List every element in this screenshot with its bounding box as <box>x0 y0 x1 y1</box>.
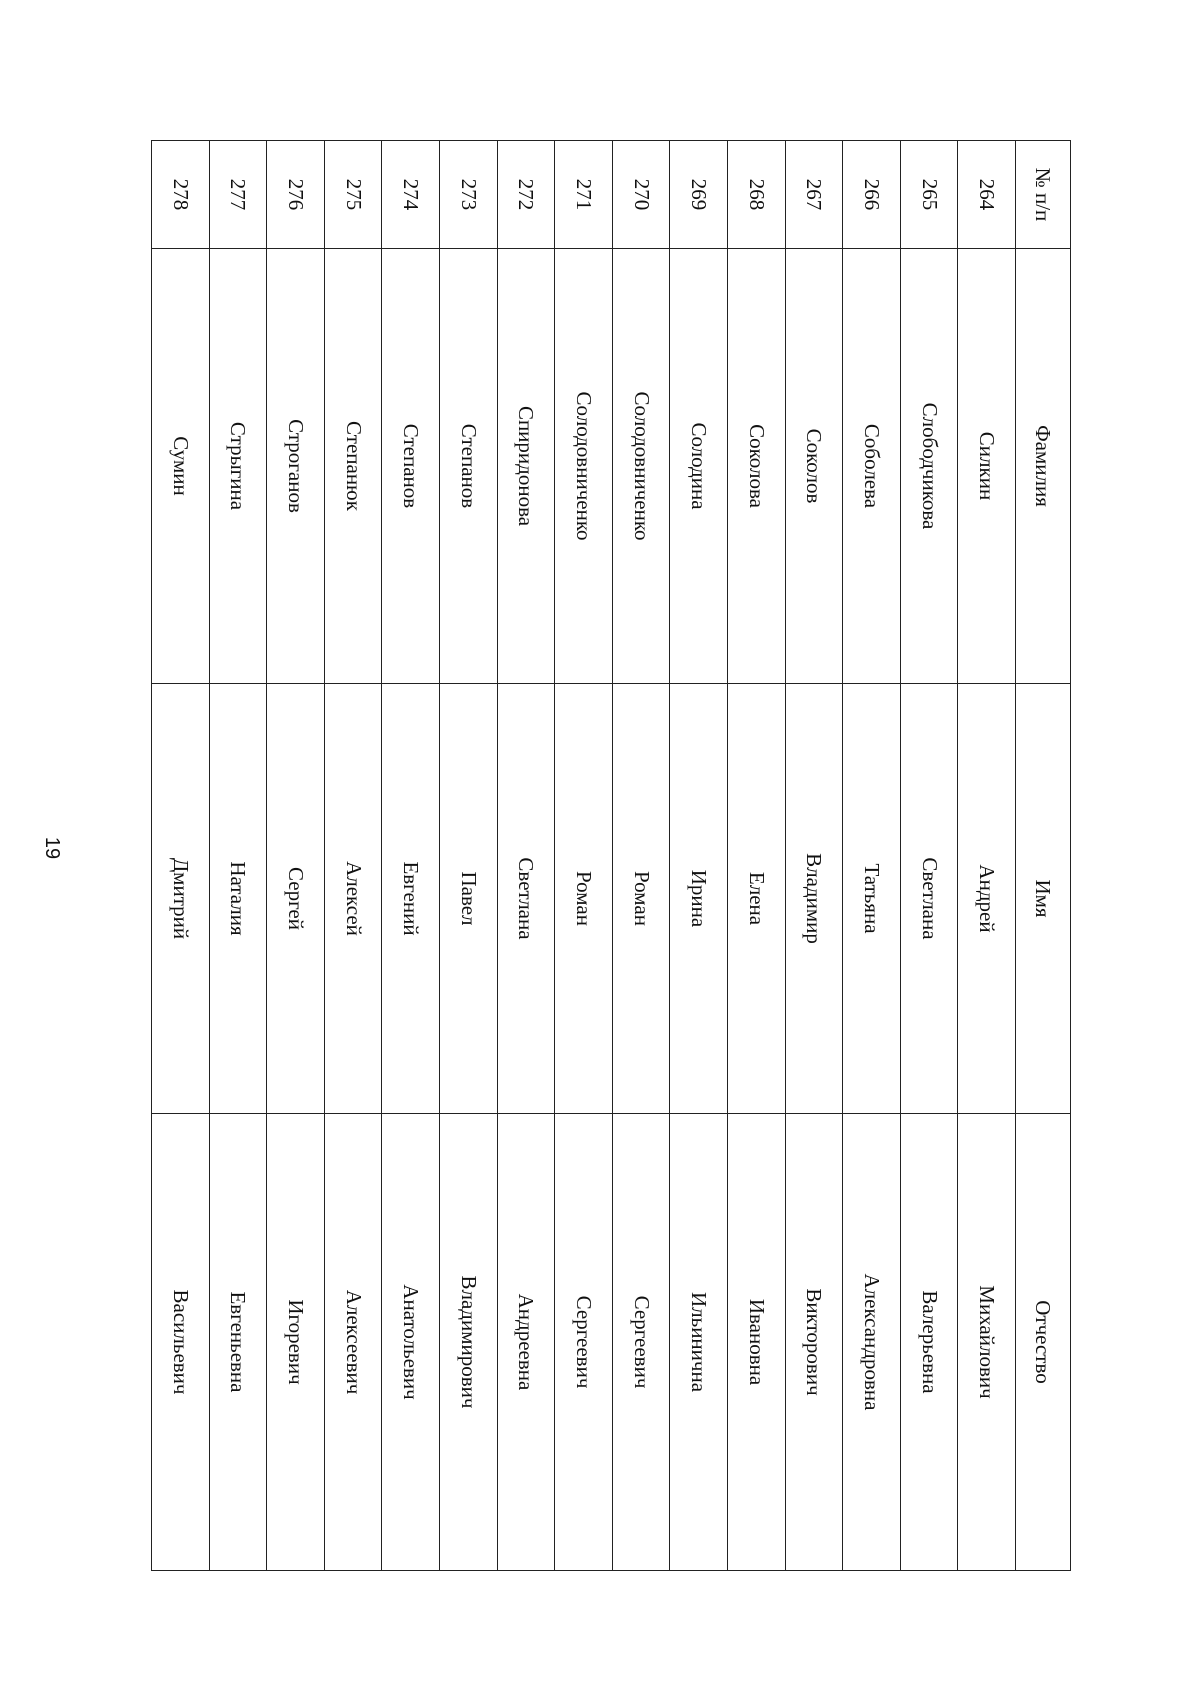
cell-number: 265 <box>900 141 958 249</box>
cell-number: 276 <box>267 141 325 249</box>
cell-patronymic: Ильинична <box>670 1114 728 1571</box>
cell-number: 270 <box>612 141 670 249</box>
cell-patronymic: Александровна <box>843 1114 901 1571</box>
table-row <box>785 141 843 1571</box>
table-row <box>209 141 267 1571</box>
cell-last-name: Сумин <box>152 249 210 684</box>
cell-last-name: Соколов <box>785 249 843 684</box>
cell-first-name: Наталия <box>209 684 267 1114</box>
cell-patronymic: Владимирович <box>440 1114 498 1571</box>
cell-first-name: Владимир <box>785 684 843 1114</box>
cell-last-name: Степанов <box>440 249 498 684</box>
cell-last-name: Соколова <box>728 249 786 684</box>
cell-patronymic: Сергеевич <box>612 1114 670 1571</box>
cell-patronymic: Викторович <box>785 1114 843 1571</box>
cell-number: 274 <box>382 141 440 249</box>
header-patronymic: Отчество <box>1016 1114 1071 1571</box>
table-row <box>382 141 440 1571</box>
table-row <box>728 141 786 1571</box>
cell-number: 277 <box>209 141 267 249</box>
cell-number: 271 <box>555 141 613 249</box>
cell-last-name: Силкин <box>958 249 1016 684</box>
table-header-row <box>1016 141 1071 1571</box>
cell-first-name: Алексей <box>324 684 382 1114</box>
header-first-name: Имя <box>1016 684 1071 1114</box>
cell-patronymic: Андреевна <box>497 1114 555 1571</box>
cell-number: 264 <box>958 141 1016 249</box>
cell-patronymic: Анатольевич <box>382 1114 440 1571</box>
cell-number: 275 <box>324 141 382 249</box>
cell-last-name: Стрыгина <box>209 249 267 684</box>
cell-patronymic: Евгеньевна <box>209 1114 267 1571</box>
cell-last-name: Соболева <box>843 249 901 684</box>
cell-number: 267 <box>785 141 843 249</box>
cell-last-name: Солодина <box>670 249 728 684</box>
cell-first-name: Роман <box>612 684 670 1114</box>
cell-first-name: Сергей <box>267 684 325 1114</box>
table-row <box>324 141 382 1571</box>
cell-first-name: Ирина <box>670 684 728 1114</box>
table-row <box>555 141 613 1571</box>
cell-number: 273 <box>440 141 498 249</box>
cell-patronymic: Васильевич <box>152 1114 210 1571</box>
cell-number: 278 <box>152 141 210 249</box>
cell-last-name: Спиридонова <box>497 249 555 684</box>
cell-last-name: Степанюк <box>324 249 382 684</box>
cell-patronymic: Сергеевич <box>555 1114 613 1571</box>
cell-last-name: Слободчикова <box>900 249 958 684</box>
cell-number: 269 <box>670 141 728 249</box>
cell-patronymic: Валерьевна <box>900 1114 958 1571</box>
cell-last-name: Степанов <box>382 249 440 684</box>
cell-last-name: Солодовниченко <box>612 249 670 684</box>
table-row <box>267 141 325 1571</box>
header-last-name: Фамилия <box>1016 249 1071 684</box>
cell-first-name: Татьяна <box>843 684 901 1114</box>
page-number: 19 <box>41 836 63 860</box>
cell-first-name: Дмитрий <box>152 684 210 1114</box>
header-number: № п/п <box>1016 141 1071 249</box>
cell-first-name: Роман <box>555 684 613 1114</box>
cell-patronymic: Ивановна <box>728 1114 786 1571</box>
table-row <box>958 141 1016 1571</box>
cell-number: 266 <box>843 141 901 249</box>
cell-number: 268 <box>728 141 786 249</box>
table-row <box>843 141 901 1571</box>
table-body <box>152 141 1016 1571</box>
cell-patronymic: Михайлович <box>958 1114 1016 1571</box>
cell-first-name: Светлана <box>497 684 555 1114</box>
table-container <box>151 140 1071 1570</box>
cell-first-name: Павел <box>440 684 498 1114</box>
table-row <box>670 141 728 1571</box>
roster-table <box>151 140 1071 1571</box>
cell-first-name: Светлана <box>900 684 958 1114</box>
cell-last-name: Строганов <box>267 249 325 684</box>
cell-number: 272 <box>497 141 555 249</box>
table-row <box>497 141 555 1571</box>
table-row <box>440 141 498 1571</box>
cell-patronymic: Алексеевич <box>324 1114 382 1571</box>
cell-first-name: Елена <box>728 684 786 1114</box>
cell-last-name: Солодовниченко <box>555 249 613 684</box>
table-row <box>900 141 958 1571</box>
cell-patronymic: Игоревич <box>267 1114 325 1571</box>
cell-first-name: Андрей <box>958 684 1016 1114</box>
table-row <box>152 141 210 1571</box>
cell-first-name: Евгений <box>382 684 440 1114</box>
table-row <box>612 141 670 1571</box>
